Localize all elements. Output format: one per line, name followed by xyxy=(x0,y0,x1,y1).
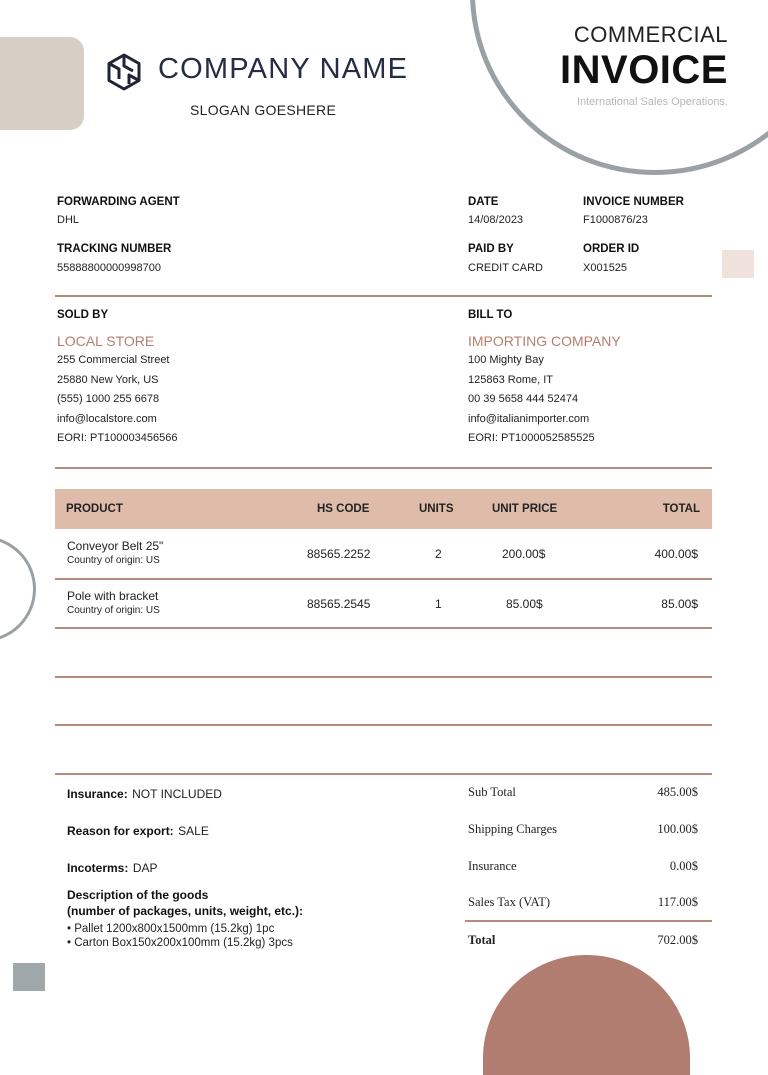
incoterms-value: DAP xyxy=(132,861,158,875)
seller-eori: EORI: PT100003456566 xyxy=(57,432,178,444)
buyer-line: 125863 Rome, IT xyxy=(468,373,553,386)
reason-label: Reason for export: xyxy=(67,824,174,838)
reason-row xyxy=(67,822,209,840)
summary-divider xyxy=(465,920,712,922)
bill-to-label: BILL TO xyxy=(468,309,513,321)
decorative-arc-left xyxy=(0,536,36,642)
divider xyxy=(55,295,712,297)
product-name: Conveyor Belt 25" xyxy=(67,539,164,553)
row-divider xyxy=(55,578,712,580)
unit-price: 85.00$ xyxy=(506,597,543,611)
shipping-charges-label: Shipping Charges xyxy=(468,822,558,836)
insurance-label: Insurance: xyxy=(67,787,128,801)
seller-line: 25880 New York, US xyxy=(57,373,159,386)
hs-code: 88565.2545 xyxy=(307,597,371,611)
insurance-row xyxy=(67,785,222,803)
decorative-square-gray xyxy=(13,963,45,991)
hs-code: 88565.2252 xyxy=(307,547,371,561)
column-header-units: UNITS xyxy=(419,503,454,515)
doc-title: INVOICE xyxy=(560,48,728,92)
buyer-name: IMPORTING COMPANY xyxy=(468,333,621,349)
sold-by-label: SOLD BY xyxy=(57,309,109,321)
column-header-hs-code: HS CODE xyxy=(317,503,370,515)
forwarding-agent-value: DHL xyxy=(57,214,80,226)
row-divider xyxy=(55,773,712,775)
line-total: 400.00$ xyxy=(654,547,698,561)
product-name: Pole with bracket xyxy=(67,589,159,603)
buyer-phone: 00 39 5658 444 52474 xyxy=(468,393,579,405)
decorative-semicircle xyxy=(483,955,690,1075)
units: 1 xyxy=(435,597,442,611)
description-title: Description of the goods xyxy=(67,888,209,902)
paid-by-value: CREDIT CARD xyxy=(468,262,543,274)
company-logo-icon xyxy=(104,52,144,92)
incoterms-row xyxy=(67,859,158,877)
decorative-square xyxy=(722,250,754,278)
seller-name: LOCAL STORE xyxy=(57,333,155,349)
product-origin: Country of origin: US xyxy=(67,555,160,566)
row-divider xyxy=(55,676,712,678)
decorative-rectangle xyxy=(0,37,84,130)
paid-by-label: PAID BY xyxy=(468,243,514,255)
company-name: COMPANY NAME xyxy=(158,53,409,85)
buyer-address-block xyxy=(468,351,595,449)
insurance-summary-label: Insurance xyxy=(468,859,517,873)
column-header-unit-price: UNIT PRICE xyxy=(492,503,558,515)
total-label: Total xyxy=(468,933,496,947)
order-id-label: ORDER ID xyxy=(583,243,640,255)
row-divider xyxy=(55,627,712,629)
subtotal-label: Sub Total xyxy=(468,785,516,799)
date-value: 14/08/2023 xyxy=(468,214,524,226)
company-slogan: SLOGAN GOESHERE xyxy=(190,102,337,118)
order-id-value: X001525 xyxy=(583,262,628,274)
buyer-email: info@italianimporter.com xyxy=(468,412,590,425)
incoterms-label: Incoterms: xyxy=(67,861,129,875)
seller-phone: (555) 1000 255 6678 xyxy=(57,393,160,405)
shipping-charges-value: 100.00$ xyxy=(657,822,698,836)
total-value: 702.00$ xyxy=(657,933,698,947)
sales-tax-label: Sales Tax (VAT) xyxy=(468,895,550,909)
invoice-number-value: F1000876/23 xyxy=(583,214,648,226)
product-origin: Country of origin: US xyxy=(67,605,160,616)
buyer-eori: EORI: PT1000052585525 xyxy=(468,432,595,444)
column-header-total: TOTAL xyxy=(662,503,700,515)
line-total: 85.00$ xyxy=(661,597,698,611)
forwarding-agent-label: FORWARDING AGENT xyxy=(57,196,180,208)
buyer-line: 100 Mighty Bay xyxy=(468,354,544,366)
reason-value: SALE xyxy=(178,824,209,838)
subtotal-value: 485.00$ xyxy=(657,785,698,799)
doc-type-label: COMMERCIAL xyxy=(573,22,728,47)
column-header-product: PRODUCT xyxy=(66,503,123,515)
date-label: DATE xyxy=(468,196,499,208)
tracking-number-value: 55888800000998700 xyxy=(57,262,162,274)
divider xyxy=(55,467,712,469)
unit-price: 200.00$ xyxy=(502,547,546,561)
row-divider xyxy=(55,724,712,726)
sales-tax-value: 117.00$ xyxy=(657,895,698,909)
insurance-value: NOT INCLUDED xyxy=(132,787,222,801)
seller-line: 255 Commercial Street xyxy=(57,354,170,366)
doc-subtitle: International Sales Operations. xyxy=(576,96,728,108)
goods-item: • Carton Box150x200x100mm (15.2kg) 3pcs xyxy=(67,937,293,949)
description-subtitle: (number of packages, units, weight, etc.): xyxy=(67,904,304,918)
table-header xyxy=(55,489,712,529)
invoice-number-label: INVOICE NUMBER xyxy=(583,196,684,208)
seller-email: info@localstore.com xyxy=(57,412,157,425)
insurance-summary-value: 0.00$ xyxy=(669,859,698,873)
tracking-number-label: TRACKING NUMBER xyxy=(57,243,172,255)
seller-address-block xyxy=(57,351,177,449)
units: 2 xyxy=(435,547,442,561)
goods-item: • Pallet 1200x800x1500mm (15.2kg) 1pc xyxy=(67,923,275,935)
